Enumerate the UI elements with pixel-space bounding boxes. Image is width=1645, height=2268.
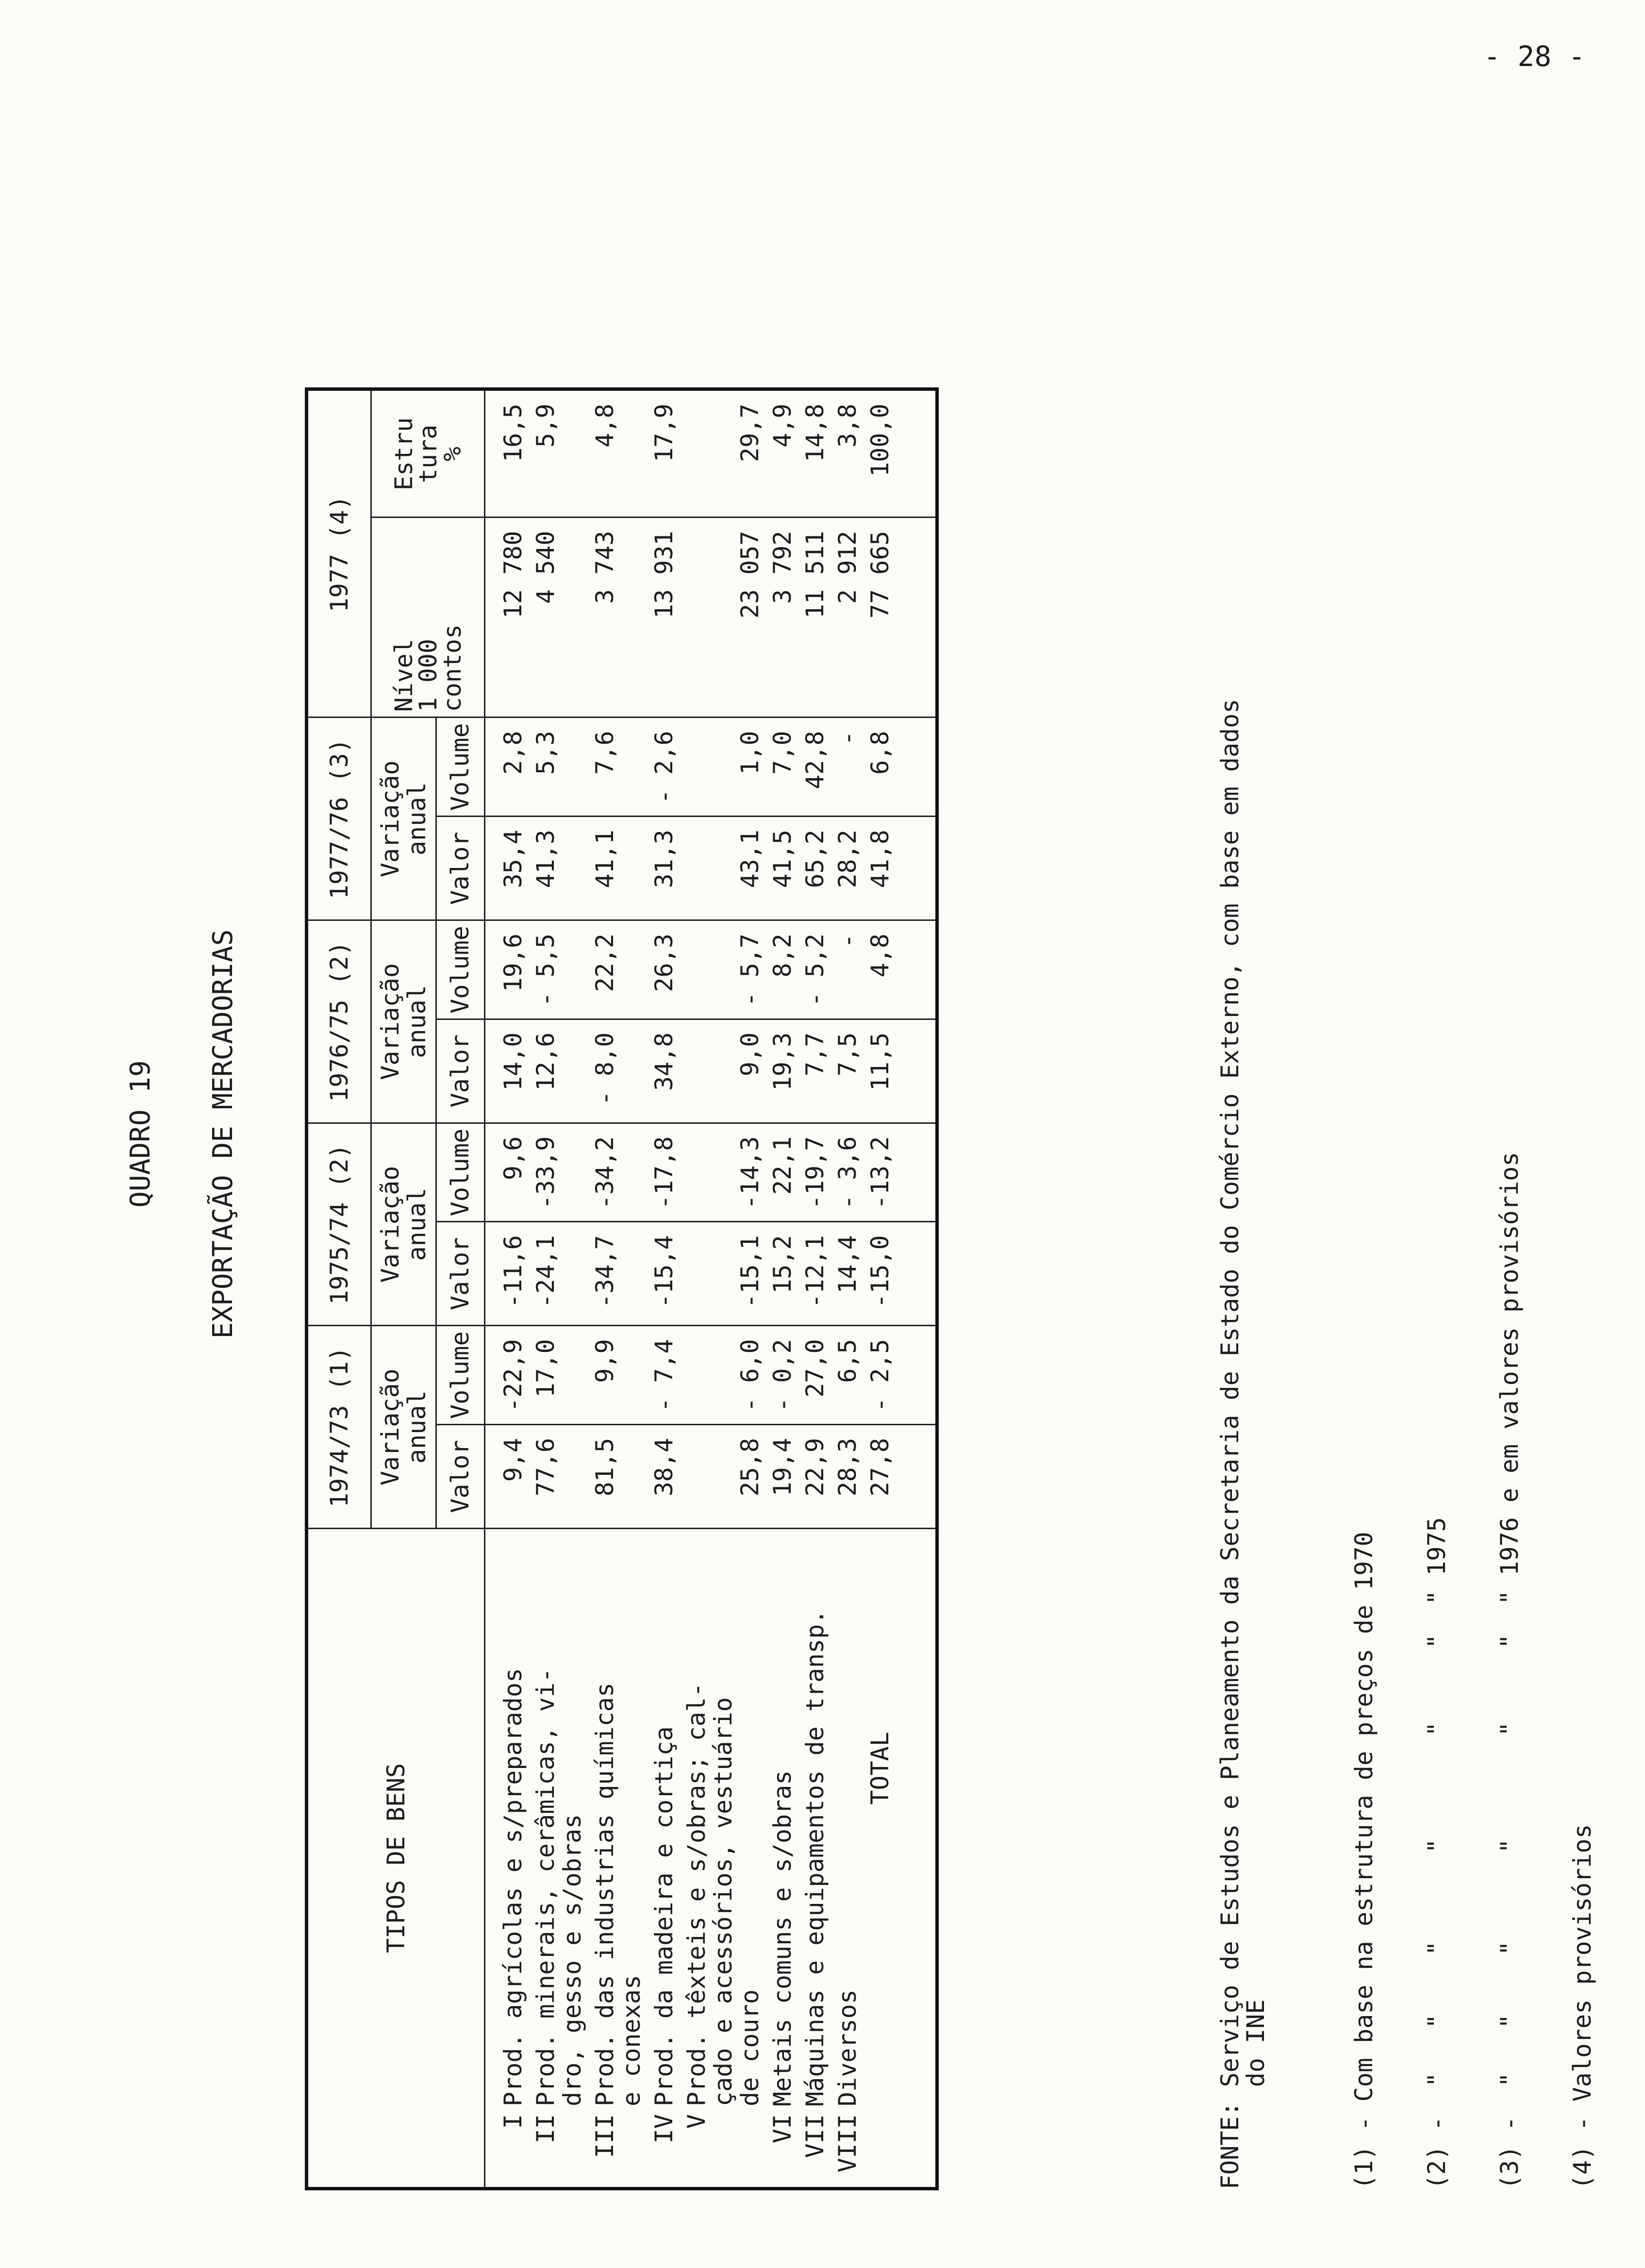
row-roman-numeral: VI bbox=[768, 2114, 797, 2144]
period-1974-header: 1974/73 (1) bbox=[307, 1326, 371, 1529]
footnote: (3) - " " " " " " " 1976 e em valores provisórios bbox=[1495, 1151, 1524, 2189]
table-cell: 4,8 bbox=[589, 389, 648, 517]
table-row bbox=[766, 389, 799, 2189]
row-item-label: Diversos bbox=[833, 1989, 862, 2106]
table-cell: 28,2 bbox=[831, 817, 864, 920]
table-cell: - 0,2 bbox=[766, 1326, 799, 1425]
table-cell: - 5,5 bbox=[530, 920, 589, 1019]
table-cell: -24,1 bbox=[530, 1222, 589, 1326]
table-cell: -15,0 bbox=[864, 1222, 937, 1326]
table-cell: 7,7 bbox=[799, 1019, 831, 1123]
footnotes bbox=[1303, 1152, 1643, 2189]
table-cell: - bbox=[831, 717, 864, 817]
table-cell: 8,2 bbox=[766, 920, 799, 1019]
row-item-label: Prod. minerais, cerâmicas, vi- dro, gesso e s/obras bbox=[532, 1668, 586, 2106]
export-table bbox=[305, 388, 939, 2191]
table-cell: 22,1 bbox=[766, 1123, 799, 1222]
table-cell: -34,7 bbox=[589, 1222, 648, 1326]
table-cell: - 3,6 bbox=[831, 1123, 864, 1222]
table-cell: -33,9 bbox=[530, 1123, 589, 1222]
table-cell: 26,3 bbox=[648, 920, 681, 1019]
table-cell: 9,9 bbox=[589, 1326, 648, 1425]
table-cell: -34,2 bbox=[589, 1123, 648, 1222]
table-cell: 4,8 bbox=[864, 920, 937, 1019]
table-cell: 6,8 bbox=[864, 717, 937, 817]
table-cell: 11 511 bbox=[799, 517, 831, 717]
table-cell: -11,6 bbox=[485, 1222, 530, 1326]
table-cell: 41,1 bbox=[589, 817, 648, 920]
table-cell: 22,2 bbox=[589, 920, 648, 1019]
valor-header: Valor bbox=[436, 817, 485, 920]
source-note: FONTE: Serviço de Estudos e Planeamento da Secretaria de Estado do Comércio Externo, com base em dados do INE bbox=[1216, 699, 1270, 2189]
table-cell: 29,7 bbox=[681, 389, 766, 517]
row-label bbox=[589, 1529, 648, 2189]
table-cell: 6,5 bbox=[831, 1326, 864, 1425]
table-cell: - 6,0 bbox=[681, 1326, 766, 1425]
valor-header: Valor bbox=[436, 1222, 485, 1326]
table-cell: 1,0 bbox=[681, 717, 766, 817]
table-cell: 3 743 bbox=[589, 517, 648, 717]
table-cell: 5,3 bbox=[530, 717, 589, 817]
table-cell: 27,8 bbox=[864, 1425, 937, 1529]
table-cell: 77 665 bbox=[864, 517, 937, 717]
row-roman-numeral: I bbox=[499, 2114, 527, 2129]
table-cell: 38,4 bbox=[648, 1425, 681, 1529]
table-cell: 14,4 bbox=[831, 1222, 864, 1326]
row-label bbox=[485, 1529, 530, 2189]
table-cell: 100,0 bbox=[864, 389, 937, 517]
table-cell: 12,6 bbox=[530, 1019, 589, 1123]
table-cell: -22,9 bbox=[485, 1326, 530, 1425]
table-cell: 19,6 bbox=[485, 920, 530, 1019]
table-cell: 9,4 bbox=[485, 1425, 530, 1529]
table-cell: 17,0 bbox=[530, 1326, 589, 1425]
table-body bbox=[485, 389, 937, 2189]
row-item-label: Metais comuns e s/obras bbox=[768, 1770, 797, 2106]
table-cell: 34,8 bbox=[648, 1019, 681, 1123]
table-title: EXPORTAÇÃO DE MERCADORIAS bbox=[207, 929, 239, 1339]
volume-header: Volume bbox=[436, 920, 485, 1019]
volume-header: Volume bbox=[436, 1326, 485, 1425]
total-label: TOTAL bbox=[864, 1529, 937, 2189]
period-1975-header: 1975/74 (2) bbox=[307, 1123, 371, 1326]
table-cell: 41,3 bbox=[530, 817, 589, 920]
tipos-de-bens-header: TIPOS DE BENS bbox=[307, 1529, 485, 2189]
table-cell: 43,1 bbox=[681, 817, 766, 920]
row-item-label: Prod. das industrias químicas e conexas bbox=[591, 1683, 646, 2106]
table-cell: 27,0 bbox=[799, 1326, 831, 1425]
table-cell: 28,3 bbox=[831, 1425, 864, 1529]
footnote: (1) - Com base na estrutura de preços de 1970 bbox=[1350, 1532, 1378, 2189]
variacao-anual-header: Variação anual bbox=[371, 1123, 436, 1326]
table-cell: -15,4 bbox=[648, 1222, 681, 1326]
nivel-header: Nível 1 000 contos bbox=[371, 517, 485, 717]
row-roman-numeral: II bbox=[532, 2114, 560, 2144]
variacao-anual-header: Variação anual bbox=[371, 920, 436, 1123]
table-cell: - 2,6 bbox=[648, 717, 681, 817]
table-cell: 2 912 bbox=[831, 517, 864, 717]
table-cell: 3,8 bbox=[831, 389, 864, 517]
row-label bbox=[766, 1529, 799, 2189]
total-row bbox=[864, 389, 937, 2189]
table-cell: - 2,5 bbox=[864, 1326, 937, 1425]
table-cell: 41,5 bbox=[766, 817, 799, 920]
table-cell: 15,2 bbox=[766, 1222, 799, 1326]
valor-header: Valor bbox=[436, 1425, 485, 1529]
table-cell: 25,8 bbox=[681, 1425, 766, 1529]
table-cell: -19,7 bbox=[799, 1123, 831, 1222]
table-row bbox=[648, 389, 681, 2189]
table-cell: -15,1 bbox=[681, 1222, 766, 1326]
table-cell: 23 057 bbox=[681, 517, 766, 717]
volume-header: Volume bbox=[436, 1123, 485, 1222]
table-cell: 16,5 bbox=[485, 389, 530, 517]
variacao-anual-header: Variação anual bbox=[371, 717, 436, 920]
row-item-label: Máquinas e equipamentos de transp. bbox=[801, 1609, 829, 2106]
table-cell: 14,0 bbox=[485, 1019, 530, 1123]
table-cell: 9,0 bbox=[681, 1019, 766, 1123]
page-number: - 28 - bbox=[1483, 40, 1585, 73]
row-label bbox=[530, 1529, 589, 2189]
quadro-number: QUADRO 19 bbox=[125, 1060, 156, 1208]
period-1976-header: 1976/75 (2) bbox=[307, 920, 371, 1123]
variacao-anual-header: Variação anual bbox=[371, 1326, 436, 1529]
table-cell: 9,6 bbox=[485, 1123, 530, 1222]
table-cell: 2,8 bbox=[485, 717, 530, 817]
table-row bbox=[485, 389, 530, 2189]
row-roman-numeral: V bbox=[682, 2114, 711, 2129]
table-cell: 4 540 bbox=[530, 517, 589, 717]
table-cell: -12,1 bbox=[799, 1222, 831, 1326]
table-cell: 7,5 bbox=[831, 1019, 864, 1123]
row-label bbox=[799, 1529, 831, 2189]
table-cell: 4,9 bbox=[766, 389, 799, 517]
table-cell: 17,9 bbox=[648, 389, 681, 517]
table-cell: - 8,0 bbox=[589, 1019, 648, 1123]
table-cell: 41,8 bbox=[864, 817, 937, 920]
table-cell: 19,3 bbox=[766, 1019, 799, 1123]
estrutura-header: Estru tura % bbox=[371, 389, 485, 517]
table-cell: - bbox=[831, 920, 864, 1019]
row-label bbox=[831, 1529, 864, 2189]
table-cell: -17,8 bbox=[648, 1123, 681, 1222]
valor-header: Valor bbox=[436, 1019, 485, 1123]
table-cell: 11,5 bbox=[864, 1019, 937, 1123]
table-row bbox=[530, 389, 589, 2189]
row-roman-numeral: VII bbox=[801, 2114, 829, 2158]
footnote: (2) - " " " " " " " 1975 bbox=[1423, 1517, 1451, 2189]
table-cell: 81,5 bbox=[589, 1425, 648, 1529]
table-cell: -13,2 bbox=[864, 1123, 937, 1222]
row-item-label: Prod. têxteis e s/obras; cal- çado e acessórios, vestuário de couro bbox=[682, 1683, 764, 2106]
table-cell: - 7,4 bbox=[648, 1326, 681, 1425]
table-cell: -14,3 bbox=[681, 1123, 766, 1222]
table-row bbox=[831, 389, 864, 2189]
table-cell: 14,8 bbox=[799, 389, 831, 517]
table-cell: - 5,7 bbox=[681, 920, 766, 1019]
footnote: (4) - Valores provisórios bbox=[1568, 1824, 1596, 2189]
table-cell: 7,6 bbox=[589, 717, 648, 817]
table-cell: - 5,2 bbox=[799, 920, 831, 1019]
table-row bbox=[799, 389, 831, 2189]
table-cell: 35,4 bbox=[485, 817, 530, 920]
row-roman-numeral: III bbox=[591, 2114, 619, 2158]
table-row bbox=[589, 389, 648, 2189]
row-roman-numeral: IV bbox=[650, 2114, 678, 2144]
table-cell: 7,0 bbox=[766, 717, 799, 817]
table-cell: 5,9 bbox=[530, 389, 589, 517]
period-1977-header: 1977 (4) bbox=[307, 389, 371, 717]
row-item-label: Prod. da madeira e cortiça bbox=[650, 1726, 678, 2106]
table-cell: 22,9 bbox=[799, 1425, 831, 1529]
volume-header: Volume bbox=[436, 717, 485, 817]
row-item-label: Prod. agrícolas e s/preparados bbox=[499, 1668, 527, 2106]
table-cell: 42,8 bbox=[799, 717, 831, 817]
table-cell: 77,6 bbox=[530, 1425, 589, 1529]
row-label bbox=[681, 1529, 766, 2189]
table-cell: 3 792 bbox=[766, 517, 799, 717]
period-1977-76-header: 1977/76 (3) bbox=[307, 717, 371, 920]
table-cell: 19,4 bbox=[766, 1425, 799, 1529]
table-cell: 65,2 bbox=[799, 817, 831, 920]
table-row bbox=[681, 389, 766, 2189]
row-label bbox=[648, 1529, 681, 2189]
table-cell: 13 931 bbox=[648, 517, 681, 717]
table-cell: 12 780 bbox=[485, 517, 530, 717]
table-cell: 31,3 bbox=[648, 817, 681, 920]
row-roman-numeral: VIII bbox=[833, 2114, 862, 2173]
